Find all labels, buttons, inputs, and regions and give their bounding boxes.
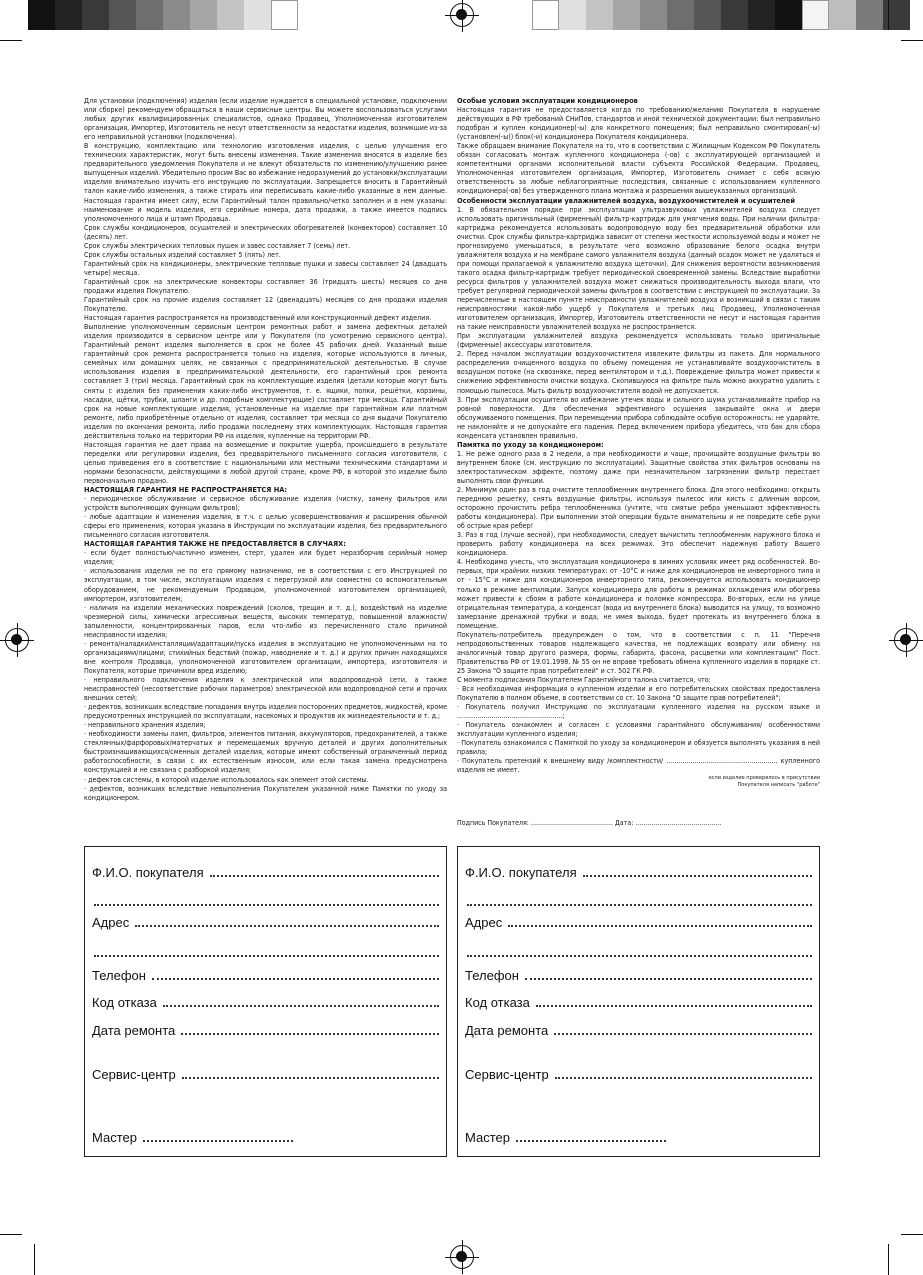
color-swatch (667, 0, 694, 30)
form-field[interactable] (92, 1128, 439, 1146)
paragraph: · наличия на изделии механических повреждений (сколов, трещин и т. д.), воздействий на изделие чрезмерной силы, химически агрессивных веществ, высоких температур, повышенной влажности/запыленности, концентрированных паров, если что-либо из перечисленного стало причиной неисправности изделия; (84, 602, 447, 639)
form-field[interactable] (465, 993, 812, 1011)
paragraph: 2. Перед началом эксплуатации воздухоочистителя извлеките фильтры из пакета. Для нормального распределения очищенного воздуха по объему помещения не устанавливайте воздухоочиститель в воздушном потоке (на сквозняке, перед вентилятором и т.д.). Повреждение фильтра может привести к снижению эффективности очистки воздуха. Скопившуюся на фильтре пыль можно аккуратно удалить с помощью пылесоса. Мыть фильтр воздухоочистителя водой не допускается. (457, 349, 820, 395)
crop-mark (888, 1244, 889, 1275)
form-field-fill-line[interactable] (143, 1128, 293, 1142)
registration-mark-top (450, 3, 474, 27)
paragraph: Выполнение уполномоченным сервисным центром ремонтных работ и замена дефектных деталей изделия производится в сервисном центре или у Покупателя (по усмотрению сервисного центра). Гарантийный ремонт изделия выполняется в срок не более 45 рабочих дней. Указанный выше гарантийный срок ремонта распространяется только на изделия, которые используются в личных, семейных или домашних целях, не связанных с предпринимательской деятельностью. В случае использования изделия в предпринимательской деятельности, его гарантийный срок ремонта составляет 3 (три) месяца. Гарантийный срок на комплектующие изделия (детали которые могут быть сняты с изделия без применения каких-либо инструментов, т. е. ящики, полки, решётки, корзины, насадки, щётки, трубки, шланги и др. подобные комплектующие) составляет три месяца. Гарантийный срок на новые комплектующие изделия, установленные на изделие при гарантийном или платном ремонте, либо приобретённые отдельно от изделия, составляет три месяца со дня выдачи Покупателю изделия по окончании ремонта, либо продажи последнему этих комплектующих. Настоящая гарантия действительна только на территории РФ на изделия, купленные на территории РФ. (84, 322, 447, 440)
footnote: если изделие проверялось в присутствии (708, 774, 820, 781)
color-swatch (82, 0, 109, 30)
crop-mark (901, 1234, 923, 1235)
form-field-label: Сервис-центр (465, 1067, 549, 1082)
footnote: Покупателя написать "работе" (737, 781, 820, 788)
form-field-fill-line[interactable] (554, 1021, 812, 1035)
color-swatch (721, 0, 748, 30)
section-heading: Памятка по уходу за кондиционером: (457, 439, 604, 449)
paragraph: · Покупатель претензий к внешнему виду /комплектности/ ....................................................... купленного изделия не имеет. (457, 756, 820, 775)
paragraph: · Покупатель ознакомлен и согласен с условиями гарантийного обслуживания/ особенностями эксплуатации купленного изделия; (457, 720, 820, 739)
form-field[interactable] (465, 966, 812, 984)
form-field[interactable] (92, 943, 439, 961)
form-field-fill-line[interactable] (508, 913, 812, 927)
form-field-label: Код отказа (92, 995, 157, 1010)
form-field-fill-line[interactable] (467, 943, 812, 957)
form-field-fill-line[interactable] (94, 892, 439, 906)
color-swatch (163, 0, 190, 30)
form-field[interactable] (465, 943, 812, 961)
registration-mark-right (894, 628, 918, 652)
form-field[interactable] (465, 1128, 812, 1146)
color-swatch (532, 0, 559, 30)
form-field-label: Ф.И.О. покупателя (465, 865, 577, 880)
color-swatch (271, 0, 298, 30)
color-swatch (28, 0, 55, 30)
form-field-fill-line[interactable] (94, 943, 439, 957)
form-field[interactable] (465, 892, 812, 910)
form-field-fill-line[interactable] (182, 1065, 439, 1079)
paragraph: Настоящая гарантия распространяется на производственный или конструкционный дефект изделия. (84, 313, 432, 323)
form-field[interactable] (92, 913, 439, 931)
form-field[interactable] (465, 863, 812, 881)
paragraph: 4. Необходимо учесть, что эксплуатация кондиционера в зимних условиях имеет ряд особенностей. Во-первых, при крайних низких температурах: от -10°C и ниже для кондиционеров не инверторного типа и от - 15°C и ниже для кондиционеров инверторного типа, рекомендуется использовать кондиционер только в режиме вентиляции. Запуск кондиционера для работы в режимах охлаждения или обогрева может привести к сбоям в работе кондиционера и поломке компрессора. Во-вторых, если на улице отрицательная температура, а конденсат (вода из внутреннего блока) выводится на улицу, то возможно замерзание дренажной трубки и вода, не имея выхода, будет протекать из внутреннего блока в помещение. (457, 557, 820, 630)
color-swatch (217, 0, 244, 30)
form-field[interactable] (92, 1065, 439, 1083)
form-field-label: Адрес (465, 915, 503, 930)
paragraph: · периодическое обслуживание и сервисное обслуживание изделия (чистку, замену фильтров или устройств выполняющих функции фильтров); (84, 494, 447, 513)
form-field-label: Мастер (92, 1130, 137, 1145)
form-field-label: Код отказа (465, 995, 530, 1010)
paragraph: Срок службы кондиционеров, осушителей и электрических обогревателей (конвекторов) составляет 10 (десять) лет. (84, 222, 447, 241)
paragraph: · использования изделия не по его прямому назначению, не в соответствии с его Инструкцией по эксплуатации, в том числе, эксплуатации изделия с перегрузкой или совместно со вспомогательным оборудованием, не рекомендуемым Продавцом, уполномоченной изготовителем организацией, импортером, изготовителем; (84, 566, 447, 603)
paragraph: · если будет полностью/частично изменен, стерт, удален или будет неразборчив серийный номер изделия; (84, 548, 447, 567)
form-field-label: Телефон (465, 968, 519, 983)
form-field[interactable] (92, 863, 439, 881)
customer-signature-line[interactable]: Подпись Покупателя: ......................................... Дата: ........................................... (457, 819, 722, 827)
color-swatch (640, 0, 667, 30)
paragraph: · дефектов, возникших вследствие невыполнения Покупателем указанной ниже Памятки по уходу за кондиционером. (84, 783, 447, 802)
form-field[interactable] (92, 993, 439, 1011)
paragraph: · неправильного подключения изделия к электрической или водопроводной сети, а также неисправностей (несоответствие рабочих параметров) электрической или водопроводной сети и прочих внешних сетей; (84, 675, 447, 703)
form-field[interactable] (465, 1065, 812, 1083)
form-field[interactable] (465, 913, 812, 931)
registration-mark-bottom (450, 1245, 474, 1269)
crop-mark (0, 40, 22, 41)
color-swatch (775, 0, 802, 30)
color-swatch (613, 0, 640, 30)
form-field-fill-line[interactable] (516, 1128, 666, 1142)
paragraph: В конструкцию, комплектацию или технологию изготовления изделия, с целью улучшения его технических характеристик, могут быть внесены изменения. Такие изменения вносятся в изделие без предварительного уведомления Покупателя и не влекут обязательств по изменению/улучшению ранее выпущенных изделий. Убедительно просим Вас во избежание недоразумений до установки/эксплуатации изделия внимательно изучить его инструкцию по эксплуатации. Запрещается вносить в Гарантийный талон какие-либо изменения, а также стирать или переписывать какие-либо указанные в нем данные. Настоящая гарантия имеет силу, если Гарантийный талон правильно/четко заполнен и в нем указаны: наименование и модель изделия, его серийные номера, дата продажи, а также имеется подпись уполномоченного лица и штамп Продавца. (84, 141, 447, 223)
color-swatch (55, 0, 82, 30)
color-swatch (190, 0, 217, 30)
form-field-fill-line[interactable] (135, 913, 439, 927)
crop-mark (888, 0, 889, 30)
paragraph: 3. При эксплуатации осушителя во избежание утечек воды и сильного шума устанавливайте прибор на ровной поверхности. Для обеспечения эффективного осушения закрывайте окна и двери обслуживаемого помещения. При перемещении прибора соблюдайте особую осторожность: не ударяйте, не наклоняйте и не допускайте его падения. Перед включением прибора убедитесь, что бак для сбора конденсата установлен правильно. (457, 394, 820, 440)
paragraph: · любые адаптации и изменения изделия, в т.ч. с целью усовершенствования и расширения обычной сферы его применения, которая указана в Инструкции по эксплуатации изделия, без предварительного письменного согласия изготовителя. (84, 512, 447, 540)
form-field[interactable] (92, 966, 439, 984)
paragraph: · Вся необходимая информация о купленном изделии и его потребительских свойствах предоставлена Покупателю в полном объеме, в соответствии со ст. 10 Закона "О защите прав потребителей"; (457, 684, 820, 703)
form-field-label: Телефон (92, 968, 146, 983)
paragraph: · Покупатель ознакомился с Памяткой по уходу за кондиционером и обязуется выполнять указания в ней правила; (457, 738, 820, 757)
color-swatch (109, 0, 136, 30)
paragraph: Гарантийный срок на прочие изделия составляет 12 (двенадцать) месяцев со дня продажи изделия Покупателю. (84, 295, 447, 314)
crop-mark (901, 40, 923, 41)
form-field-fill-line[interactable] (163, 993, 439, 1007)
section-heading: Особые условия эксплуатации кондиционеров (457, 96, 638, 105)
form-field-fill-line[interactable] (555, 1065, 812, 1079)
paragraph: При эксплуатации увлажнителей воздуха рекомендуется использовать только оригинальные (фирменные) аксессуары изготовителя. (457, 331, 820, 350)
form-field[interactable] (92, 1021, 439, 1039)
color-swatch (829, 0, 856, 30)
form-field-fill-line[interactable] (181, 1021, 439, 1035)
crop-mark (34, 1244, 35, 1275)
form-field-fill-line[interactable] (467, 892, 812, 906)
form-field-label: Мастер (465, 1130, 510, 1145)
paragraph: Для установки (подключения) изделия (если изделие нуждается в специальной установке, подключении или сборке) рекомендуем обращаться в наши сервисные центры. Вы можете воспользоваться услугами любых других квалифицированных специалистов, однако Продавец, Уполномоченная изготовителем организация, Импортер, Изготовитель не несут ответственности за недостатки изделия, возникшие из-за его неправильной установки (подключения). (84, 96, 447, 142)
paragraph: Гарантийный срок на электрические конвекторы составляет 36 (тридцать шесть) месяцев со дня продажи изделия Покупателю. (84, 276, 447, 295)
paragraph: Гарантийный срок на кондиционеры, электрические тепловые пушки и завесы составляет 24 (двадцать четыре) месяца. (84, 258, 447, 277)
color-swatch (244, 0, 271, 30)
color-swatch (748, 0, 775, 30)
paragraph: 1. В обязательном порядке при эксплуатации ультразвуковых увлажнителей воздуха следует использовать оригинальный (фирменный) фильтр-картридж для умягчения воды. При наличии фильтра-картриджа рекомендуется использовать водопроводную воду без предварительной обработки или очистки. Срок службы фильтра-картриджа зависит от степени жесткости используемой воды и может не прогнозируемо уменьшаться, в результате чего возможно образование белого осадка внутри увлажнителя воздуха и на мембране самого увлажнителя воздуха (данный осадок может не удаляться и при помощи прилагаемой к увлажнителю воздуха щеточки). Для снижения вероятности возникновения такого осадка фильтр-картридж требует периодической своевременной замены. Вследствие выработки ресурса фильтров у увлажнителей воздуха может снижаться производительность выхода влаги, что требует регулярной периодической замены фильтров в соответствии с инструкцией по эксплуатации. За перечисленные в настоящем пункте неисправности увлажнителей воздуха и возникший в связи с таким неисправностями какой-либо ущерб у Покупателя и третьих лиц Продавец, Уполномоченная изготовителем организация, Импортер, Изготовитель ответственности не несут и настоящая гарантия на такие неисправности увлажнителей воздуха не распространяется. (457, 204, 820, 332)
color-calibration-bar-left (28, 0, 298, 30)
color-swatch (559, 0, 586, 30)
form-field[interactable] (92, 892, 439, 910)
color-swatch (856, 0, 883, 30)
color-swatch (802, 0, 829, 30)
form-field-label: Дата ремонта (465, 1023, 549, 1038)
repair-record-card-right (457, 846, 820, 1157)
paragraph: · ремонта/наладки/инсталляции/адаптации/пуска изделия в эксплуатацию не уполномоченными на то организациями/лицами; стихийных бедствий (пожар, наводнение и т. д.) и других причин находящихся вне контроля Продавца, уполномоченной изготовителем организации, импортера, изготовителя и Покупателя, которые причинили вред изделию; (84, 638, 447, 675)
paragraph: Настоящая гарантия не дает права на возмещение и покрытие ущерба, происшедшего в результате переделки или регулировки изделия, без предварительного письменного согласия изготовителя, с целью приведения его в соответствие с национальными или местными техническими стандартами и нормами безопасности, действующими в любой другой стране, кроме РФ, в которой это изделие было первоначально продано. (84, 439, 447, 485)
color-calibration-bar-right (532, 0, 910, 30)
form-field-fill-line[interactable] (525, 966, 812, 980)
color-swatch (694, 0, 721, 30)
section-heading: НАСТОЯЩАЯ ГАРАНТИЯ НЕ РАСПРОСТРАНЯЕТСЯ НА: (84, 485, 288, 495)
form-field-fill-line[interactable] (583, 863, 812, 877)
form-field-fill-line[interactable] (536, 993, 812, 1007)
paragraph: 1. Не реже одного раза в 2 недели, а при необходимости и чаще, прочищайте воздушные фильтры во внутреннем блоке (см. инструкцию по эксплуатации). Защитные свойства этих фильтров основаны на электростатическом эффекте, поэтому даже при незначительном загрязнении фильтр перестает выполнять свои функции. (457, 448, 820, 485)
form-field-label: Адрес (92, 915, 130, 930)
crop-mark (0, 1234, 22, 1235)
repair-record-card-left (84, 846, 447, 1157)
form-field[interactable] (465, 1021, 812, 1039)
paragraph: Настоящая гарантия не предоставляется когда по требованию/желанию Покупателя в нарушение действующих в РФ требований СНиПов, стандартов и иной технической документации: был неправильно подобран и куплен кондиционер(-ы) для конкретного помещения; был неправильно смонтирован(-ы) (установлен(-ы)) блок(-и) кондиционера Покупателя кондиционера. (457, 105, 820, 142)
color-swatch (586, 0, 613, 30)
paragraph: Также обращаем внимание Покупателя на то, что в соответствии с Жилищным Кодексом РФ Покупатель обязан согласовать монтаж купленного кондиционера (-ов) с эксплуатирующей организацией и компетентными органами исполнительной власти субъекта Российской Федерации. Продавец, Уполномоченная изготовителем организация, Импортер, Изготовитель снимает с себя всякую ответственность за любые неблагоприятные последствия, связанные с использованием купленного кондиционера(-ов) без утвержденного плана монтажа и разрешения вышеуказанных организаций. (457, 141, 820, 196)
crop-mark (34, 0, 35, 30)
registration-mark-left (5, 628, 29, 652)
paragraph: Срок службы остальных изделий составляет 5 (пять) лет. (84, 249, 281, 259)
section-heading: Особенности эксплуатации увлажнителей воздуха, воздухоочистителей и осушителей (457, 195, 795, 205)
form-field-label: Сервис-центр (92, 1067, 176, 1082)
form-field-fill-line[interactable] (210, 863, 439, 877)
form-field-fill-line[interactable] (152, 966, 439, 980)
paragraph: · дефектов системы, в которой изделие использовалось как элемент этой системы. (84, 774, 369, 784)
paragraph: · Покупатель получил Инструкцию по эксплуатации купленного изделия на русском языке и ....................................................; (457, 702, 820, 721)
form-field-label: Ф.И.О. покупателя (92, 865, 204, 880)
paragraph: Покупатель-потребитель предупрежден о том, что в соответствии с п. 11 "Перечня непродовольственных товаров надлежащего качества, не подлежащих возврату или обмену на аналогичный товар другого размера, формы, габарита, фасона, расцветки или комплектации" Пост. Правительства РФ от 19.01.1998. № 55 он не вправе требовать обмена купленного изделия в порядке ст. 25 Закона "О защите прав потребителей" и ст. 502 ГК РФ. (457, 629, 820, 675)
paragraph: 2. Минимум один раз в год очистите теплообменник внутреннего блока. Для этого необходимо: открыть переднюю решетку, снять воздушные фильтры, используя пылесос или кисть с длинным ворсом, осторожно прочистить ребра теплообменника (учтите, что смятые ребра уменьшают эффективность работы кондиционера). При выполнении этой операции будьте внимательны и не повредите себе руки об острые края ребер! (457, 485, 820, 531)
paragraph: · необходимости замены ламп, фильтров, элементов питания, аккумуляторов, предохранителей, а также стеклянных/фарфоровых/матерчатых и перемещаемых вручную деталей и других дополнительных быстроизнашивающихся/сменных деталей изделия, которые имеют собственный ограниченный период работоспособности, в связи с их естественным износом, или если такая замена предусмотрена конструкцией и не связана с разборкой изделия; (84, 729, 447, 775)
form-field-label: Дата ремонта (92, 1023, 176, 1038)
paragraph: Срок службы электрических тепловых пушек и завес составляет 7 (семь) лет. (84, 240, 351, 250)
paragraph: 3. Раз в год (лучше весной), при необходимости, следует вычистить теплообменник наружного блока и проверить работу кондиционера на всех режимах. Это обеспечит надежную работу Вашего кондиционера. (457, 530, 820, 558)
usage-conditions-column (457, 96, 820, 789)
warranty-terms-column (84, 96, 447, 802)
color-swatch (136, 0, 163, 30)
paragraph: С момента подписания Покупателем Гарантийного талона считается, что: (457, 675, 711, 684)
paragraph: · неправильного хранения изделия; (84, 720, 206, 730)
paragraph: · дефектов, возникших вследствие попадания внутрь изделия посторонних предметов, жидкостей, кроме предусмотренных инструкцией по эксплуатации, насекомых и продуктов их жизнедеятельности и т. д.; (84, 702, 447, 721)
section-heading: НАСТОЯЩАЯ ГАРАНТИЯ ТАКЖЕ НЕ ПРЕДОСТАВЛЯЕТСЯ В СЛУЧАЯХ: (84, 539, 346, 549)
